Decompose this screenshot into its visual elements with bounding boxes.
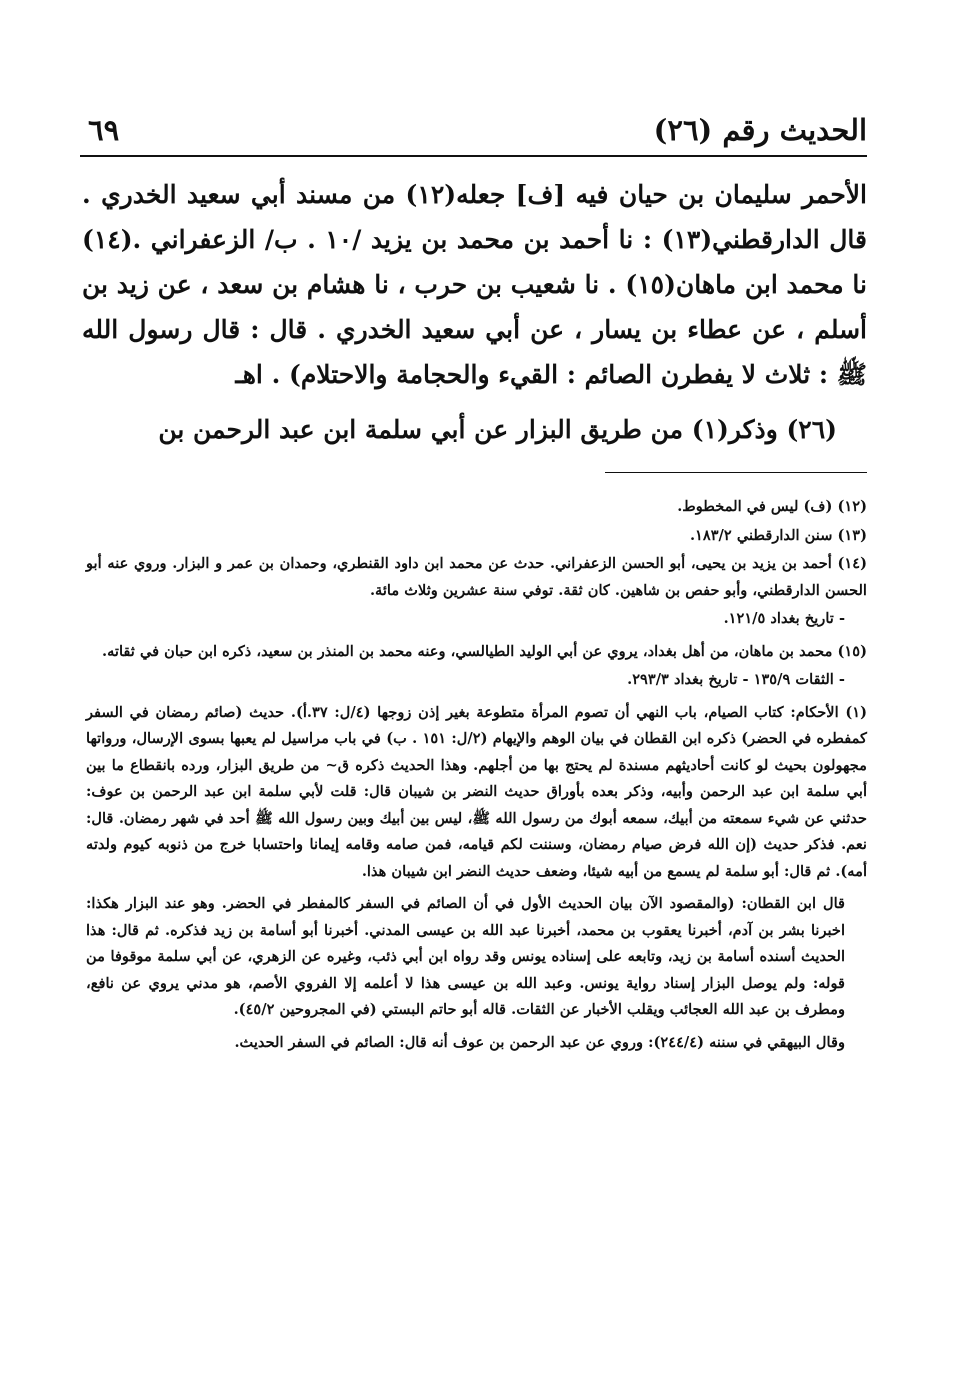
body-paragraph-1: الأحمر سليمان بن حيان فيه [ف] جعله(١٢) من مسند أبي سعيد الخدري . قال الدارقطني(١٣) : نا أحمد بن محمد بن يزيد /١٠ . ب/ الزعفراني .(١٤) نا محمد ابن ماهان(١٥) . نا شعيب بن حرب ، نا هشام بن سعد ، عن زيد بن أسلم ، عن عطاء بن يسار ، عن أبي سعيد الخدري . قال : قال رسول الله ﷺ : ثلاث لا يفطرن الصائم : القيء والحجامة والاحتلام) . اهـ xyxy=(82,180,867,389)
running-title: الحديث رقم (٢٦) xyxy=(653,113,867,148)
footnote-15-source: - الثقات ١٣٥/٩ - تاريخ بغداد ٢٩٣/٣. xyxy=(627,671,845,688)
footnote-13: (١٣) سنن الدارقطني ١٨٣/٢. xyxy=(689,526,867,544)
footnote-12: (١٢) (ف) ليس في المخطوط. xyxy=(677,498,867,515)
body-paragraph-2: (٢٦) وذكر(١) من طريق البزار عن أبي سلمة ابن عبد الرحمن بن xyxy=(158,415,837,444)
footnotes xyxy=(86,494,867,1062)
footnote-1-ibn-al-qattan: قال ابن القطان: (والمقصود الآن بيان الحديث الأول في أن الصائم في السفر كالمفطر في الحضر. وهو عند البزار هكذا: اخبرنا بشر بن آدم، أخبرنا يعقوب بن محمد، أخبرنا عبد الله بن عيسى المدني. أخبرنا أبو أسامة بن زيد فذكره. ثم قال: هذا الحديث أسنده أسامة بن زيد، وتابعه على إسناده يونس وقد رواه ابن أبي ذئب، وغيره عن الزهري، عن أبي سلمة موقوفا من قوله: ولم يوصل البزار إسناد رواية يونس. وعبد الله بن عيسى هذا لا أعلمه إلا الفروي الأصم، هو مدني يروي عن نافع، ومطرف بن عبد الله العجائب ويقلب الأخبار عن الثقات. قاله أبو حاتم البستي (في المجروحين ٤٥/٢). xyxy=(86,895,845,1018)
footnote-14: (١٤) أحمد بن يزيد بن يحيى، أبو الحسن الزعفراني. حدث عن محمد ابن داود القنطري، وحمدان بن عمر و البزار. وروي عنه أبو الحسن الدارقطني، وأبو حفص بن شاهين. كان ثقة. توفي سنة عشرين وثلاث مائة. xyxy=(86,555,867,599)
footnote-1-bayhaqi: وقال البيهقي في سننه (٢٤٤/٤): وروي عن عبد الرحمن بن عوف أنه قال: الصائم في السفر الحديث. xyxy=(234,1033,845,1051)
page-header xyxy=(88,98,867,148)
header-divider xyxy=(80,155,867,157)
footnote-15: (١٥) محمد بن ماهان، من أهل بغداد، يروي عن أبي الوليد الطيالسي، وعنه محمد بن المنذر بن سعيد، ذكره ابن حبان في ثقاته. xyxy=(102,642,867,660)
page-number: ٦٩ xyxy=(88,113,120,148)
main-text xyxy=(82,172,867,452)
footnote-1: (١) الأحكام: كتاب الصيام، باب النهي أن تصوم المرأة متطوعة بغير إذن زوجها (٤/ل: ٣٧.أ). حديث (صائم رمضان في السفر كمفطره في الحضر) ذكره ابن القطان في بيان الوهم والإيهام (٢/ل: ١٥١ . ب) في باب مراسيل لم يعبها بسوى الإرسال، ورواتها مجهولون بحيث لو كانت أحاديثهم مسندة لم يحتج بها من أجلهم. وهذا الحديث ذكره ق~ من طريق البزار، ورده بانقطاع ما بين أبي سلمة ابن عبد الرحمن وأبيه، وذكر بعده بأوراق حديث النضر بن شيبان قال: قلت لأبي سلمة ابن عبد الرحمن بن عوف: حدثني عن شيء سمعته من أبيك، سمعه أبوك من رسول الله ﷺ، ليس بين أبيك وبين رسول الله ﷺ أحد في شهر رمضان. قال: نعم. فذكر حديث (إن الله فرض صيام رمضان، وسننت لكم قيامه، فمن صامه وقامه إيمانا واحتسابا خرج من ذنوبه كيوم ولدته أمه). ثم قال: أبو سلمة لم يسمع من أبيه شيئا، وضعف حديث النضر ابن شيبان هذا. xyxy=(86,703,868,880)
footnote-14-source: - تاريخ بغداد ١٢١/٥. xyxy=(723,610,845,627)
footnote-divider xyxy=(605,472,867,473)
